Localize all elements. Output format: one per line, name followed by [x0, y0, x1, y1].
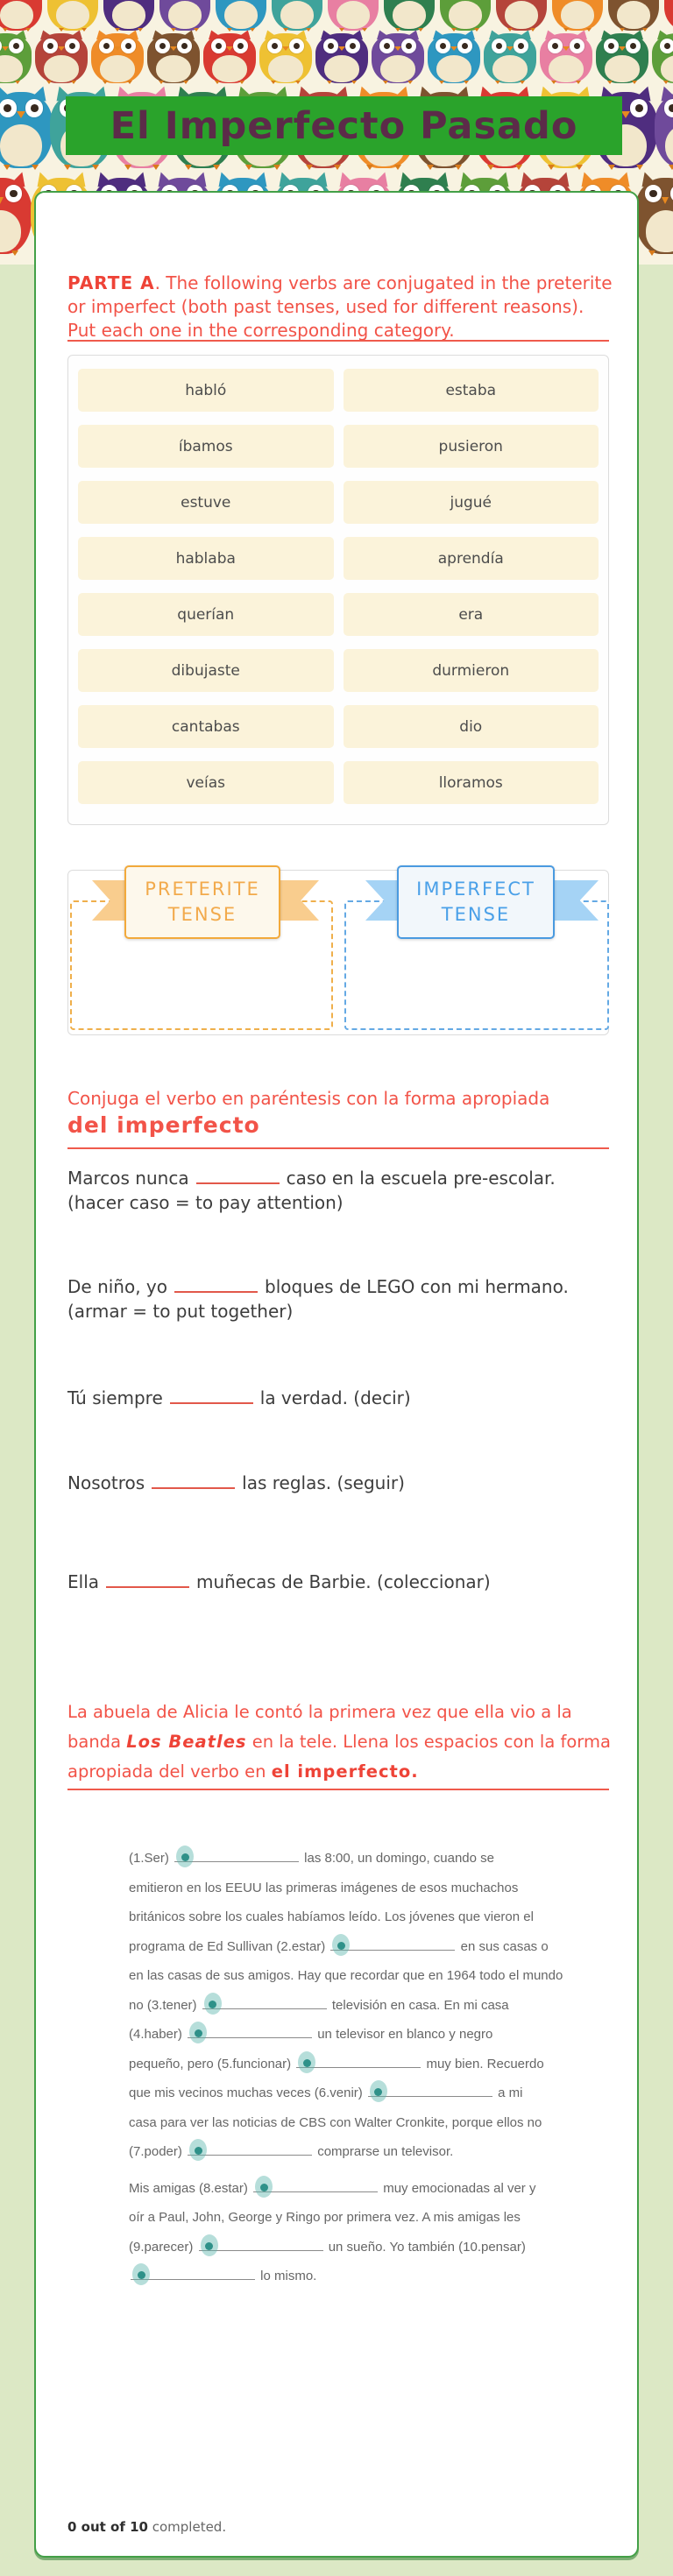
owl-icon: [428, 30, 480, 84]
parte-b-heading-line1: Conjuga el verbo en paréntesis con la forma apropiada: [67, 1088, 550, 1109]
owl-icon: [635, 172, 673, 256]
divider: [67, 340, 609, 342]
heading-segment: . The following verbs are conjugated in the preterite or imperfect (both past tenses, used for different reasons). Put each one in the corresponding category.: [67, 272, 613, 341]
blank-marker-icon: [255, 2176, 273, 2198]
blank-marker-dot: [205, 2242, 213, 2250]
heading-segment: PARTE A: [67, 272, 155, 293]
blank-marker-dot: [260, 2184, 268, 2191]
owl-icon: [596, 30, 648, 84]
passage-text: muy bien. Recuerdo: [422, 2056, 544, 2071]
blank-marker-icon: [298, 2051, 315, 2073]
passage-line: [129, 2262, 571, 2291]
passage-text: británicos sobre los cuales habíamos leído. Los jóvenes que vieron el: [129, 1909, 534, 1924]
verb-chip[interactable]: aprendía: [344, 537, 599, 580]
owl-icon: [372, 30, 424, 84]
parte-a-heading: [67, 272, 613, 342]
owl-icon: [384, 0, 435, 32]
verb-chip[interactable]: habló: [78, 369, 334, 412]
verb-chip[interactable]: íbamos: [78, 425, 334, 468]
passage-line: [129, 2233, 571, 2262]
passage-text: (4.haber): [129, 2027, 187, 2042]
passage-text: las 8:00, un domingo, cuando se: [301, 1851, 495, 1866]
blank-marker-icon: [370, 2080, 387, 2102]
passage-line: [129, 1874, 571, 1903]
verb-chip[interactable]: jugué: [344, 481, 599, 524]
answer-blank[interactable]: [170, 1390, 253, 1404]
heading-segment: La abuela de Alicia le contó la primera vez que ella vio a la banda: [67, 1702, 572, 1752]
parte-c-heading: [67, 1697, 613, 1787]
owl-icon: [484, 30, 536, 84]
preterite-tense-label: PRETERITE TENSE: [124, 865, 280, 939]
owl-icon: [440, 0, 491, 32]
answer-blank[interactable]: [196, 1170, 280, 1184]
blank-marker-icon: [332, 1934, 350, 1956]
owl-icon: [540, 30, 592, 84]
passage-text: un sueño. Yo también (10.pensar): [324, 2239, 526, 2255]
parte-b-heading-line2: del imperfecto: [67, 1112, 260, 1138]
owl-icon: [35, 30, 88, 84]
owl-icon: [272, 0, 322, 32]
verb-chip[interactable]: lloramos: [344, 761, 599, 804]
title-banner: [66, 96, 622, 155]
answer-blank[interactable]: [152, 1475, 235, 1489]
heading-segment: en la tele. Llena los espacios con la forma apropiada del verbo en: [67, 1732, 611, 1782]
paragraph-gap: [129, 2167, 571, 2174]
blank-marker-dot: [138, 2271, 145, 2279]
owl-icon: [147, 30, 200, 84]
heading-segment: Los Beatles: [126, 1732, 247, 1752]
cloze-passage: [129, 1844, 571, 2291]
verb-chip[interactable]: estaba: [344, 369, 599, 412]
owl-icon: [0, 86, 53, 170]
page-title: El Imperfecto Pasado: [110, 103, 578, 148]
conjugation-item: Tú siempre la verdad. (decir): [67, 1387, 411, 1408]
verb-chip[interactable]: veías: [78, 761, 334, 804]
conjugation-item: Marcos nunca caso en la escuela pre-escolar. (hacer caso = to pay attention): [67, 1168, 556, 1213]
worksheet-card: [34, 191, 639, 2558]
passage-text: muy emocionadas al ver y: [379, 2180, 536, 2196]
answer-blank[interactable]: [253, 2180, 378, 2192]
verb-chip[interactable]: hablaba: [78, 537, 334, 580]
answer-blank[interactable]: [296, 2056, 421, 2068]
owl-icon: [328, 0, 379, 32]
passage-text: en sus casas o: [457, 1938, 549, 1954]
owl-icon: [608, 0, 659, 32]
passage-text: en las casas de sus amigos. Hay que recordar que en 1964 todo el mundo: [129, 1968, 563, 1983]
owl-icon: [0, 30, 32, 84]
passage-text: que mis vecinos muchas veces (6.venir): [129, 2086, 366, 2100]
passage-line: [129, 2078, 571, 2108]
answer-blank[interactable]: [131, 2268, 255, 2280]
passage-line: [129, 1961, 571, 1991]
blank-marker-icon: [201, 2234, 218, 2256]
verb-chip[interactable]: dio: [344, 705, 599, 748]
blank-marker-dot: [195, 2147, 202, 2155]
passage-line: [129, 1844, 571, 1874]
verb-chip[interactable]: era: [344, 593, 599, 636]
passage-line: [129, 1932, 571, 1962]
passage-text: casa para ver las noticias de CBS con Walter Cronkite, porque ellos no: [129, 2114, 542, 2130]
conjugation-item: Nosotros las reglas. (seguir): [67, 1472, 405, 1493]
divider: [67, 1789, 609, 1790]
owl-icon: [664, 0, 673, 32]
passage-line: [129, 1991, 571, 2021]
verb-chip[interactable]: estuve: [78, 481, 334, 524]
answer-blank[interactable]: [368, 2085, 492, 2097]
verb-chip[interactable]: cantabas: [78, 705, 334, 748]
owl-icon: [159, 0, 210, 32]
verb-chip[interactable]: querían: [78, 593, 334, 636]
passage-line: [129, 2203, 571, 2233]
owl-icon: [315, 30, 368, 84]
passage-text: emitieron en los EEUU las primeras imágenes de esos muchachos: [129, 1880, 519, 1895]
blank-marker-dot: [374, 2088, 382, 2096]
passage-text: lo mismo.: [257, 2269, 317, 2283]
answer-blank[interactable]: [330, 1938, 455, 1951]
owl-icon: [496, 0, 547, 32]
passage-text: a mi: [493, 2086, 523, 2100]
answer-blank[interactable]: [106, 1574, 189, 1588]
blank-marker-dot: [303, 2059, 311, 2067]
answer-blank[interactable]: [199, 2239, 323, 2251]
owl-icon: [652, 30, 673, 84]
owl-icon: [259, 30, 312, 84]
verb-chip[interactable]: pusieron: [344, 425, 599, 468]
answer-blank[interactable]: [202, 1997, 327, 2009]
imperfect-tense-label: IMPERFECT TENSE: [397, 865, 555, 939]
passage-line: [129, 2020, 571, 2050]
passage-text: (9.parecer): [129, 2239, 197, 2255]
verb-chip-bank: [67, 355, 609, 825]
heading-segment: el imperfecto.: [271, 1761, 419, 1782]
tense-sorting-section: [67, 870, 609, 1035]
passage-text: comprarse un televisor.: [314, 2144, 454, 2159]
blank-marker-dot: [209, 2001, 216, 2008]
passage-line: [129, 2174, 571, 2204]
conjugation-item: Ella muñecas de Barbie. (coleccionar): [67, 1571, 491, 1592]
verb-chip[interactable]: durmieron: [344, 649, 599, 692]
answer-blank[interactable]: [188, 2143, 312, 2156]
passage-text: televisión en casa. En mi casa: [328, 1997, 509, 2013]
passage-text: no (3.tener): [129, 1997, 201, 2013]
owl-icon: [655, 86, 673, 170]
progress-status: 0 out of 10 completed.: [67, 2519, 227, 2535]
answer-blank[interactable]: [188, 2026, 312, 2038]
blank-marker-icon: [204, 1993, 222, 2015]
owl-icon: [0, 172, 32, 256]
blank-marker-icon: [132, 2263, 150, 2285]
divider: [67, 1147, 609, 1149]
blank-marker-icon: [189, 2139, 207, 2161]
conjugation-item: De niño, yo bloques de LEGO con mi hermano. (armar = to put together): [67, 1276, 569, 1322]
owl-icon: [0, 0, 42, 32]
passage-text: Mis amigas (8.estar): [129, 2180, 252, 2196]
passage-text: (7.poder): [129, 2144, 187, 2159]
owl-icon: [203, 30, 256, 84]
passage-line: [129, 2050, 571, 2079]
owl-icon: [216, 0, 266, 32]
owl-icon: [91, 30, 144, 84]
blank-marker-icon: [189, 2022, 207, 2043]
owl-icon: [552, 0, 603, 32]
passage-text: un televisor en blanco y negro: [314, 2027, 493, 2042]
verb-chip[interactable]: dibujaste: [78, 649, 334, 692]
answer-blank[interactable]: [174, 1279, 258, 1293]
blank-marker-dot: [337, 1942, 345, 1950]
passage-text: programa de Ed Sullivan (2.estar): [129, 1938, 329, 1954]
passage-line: [129, 2137, 571, 2167]
passage-text: (1.Ser): [129, 1851, 174, 1866]
owl-icon: [103, 0, 154, 32]
passage-line: [129, 2108, 571, 2138]
passage-line: [129, 1902, 571, 1932]
passage-text: oír a Paul, John, George y Ringo por primera vez. A mis amigas les: [129, 2210, 521, 2225]
passage-text: pequeño, pero (5.funcionar): [129, 2056, 295, 2071]
blank-marker-dot: [181, 1853, 189, 1861]
answer-blank[interactable]: [174, 1850, 299, 1862]
owl-icon: [47, 0, 98, 32]
blank-marker-icon: [176, 1846, 194, 1867]
blank-marker-dot: [195, 2029, 202, 2037]
